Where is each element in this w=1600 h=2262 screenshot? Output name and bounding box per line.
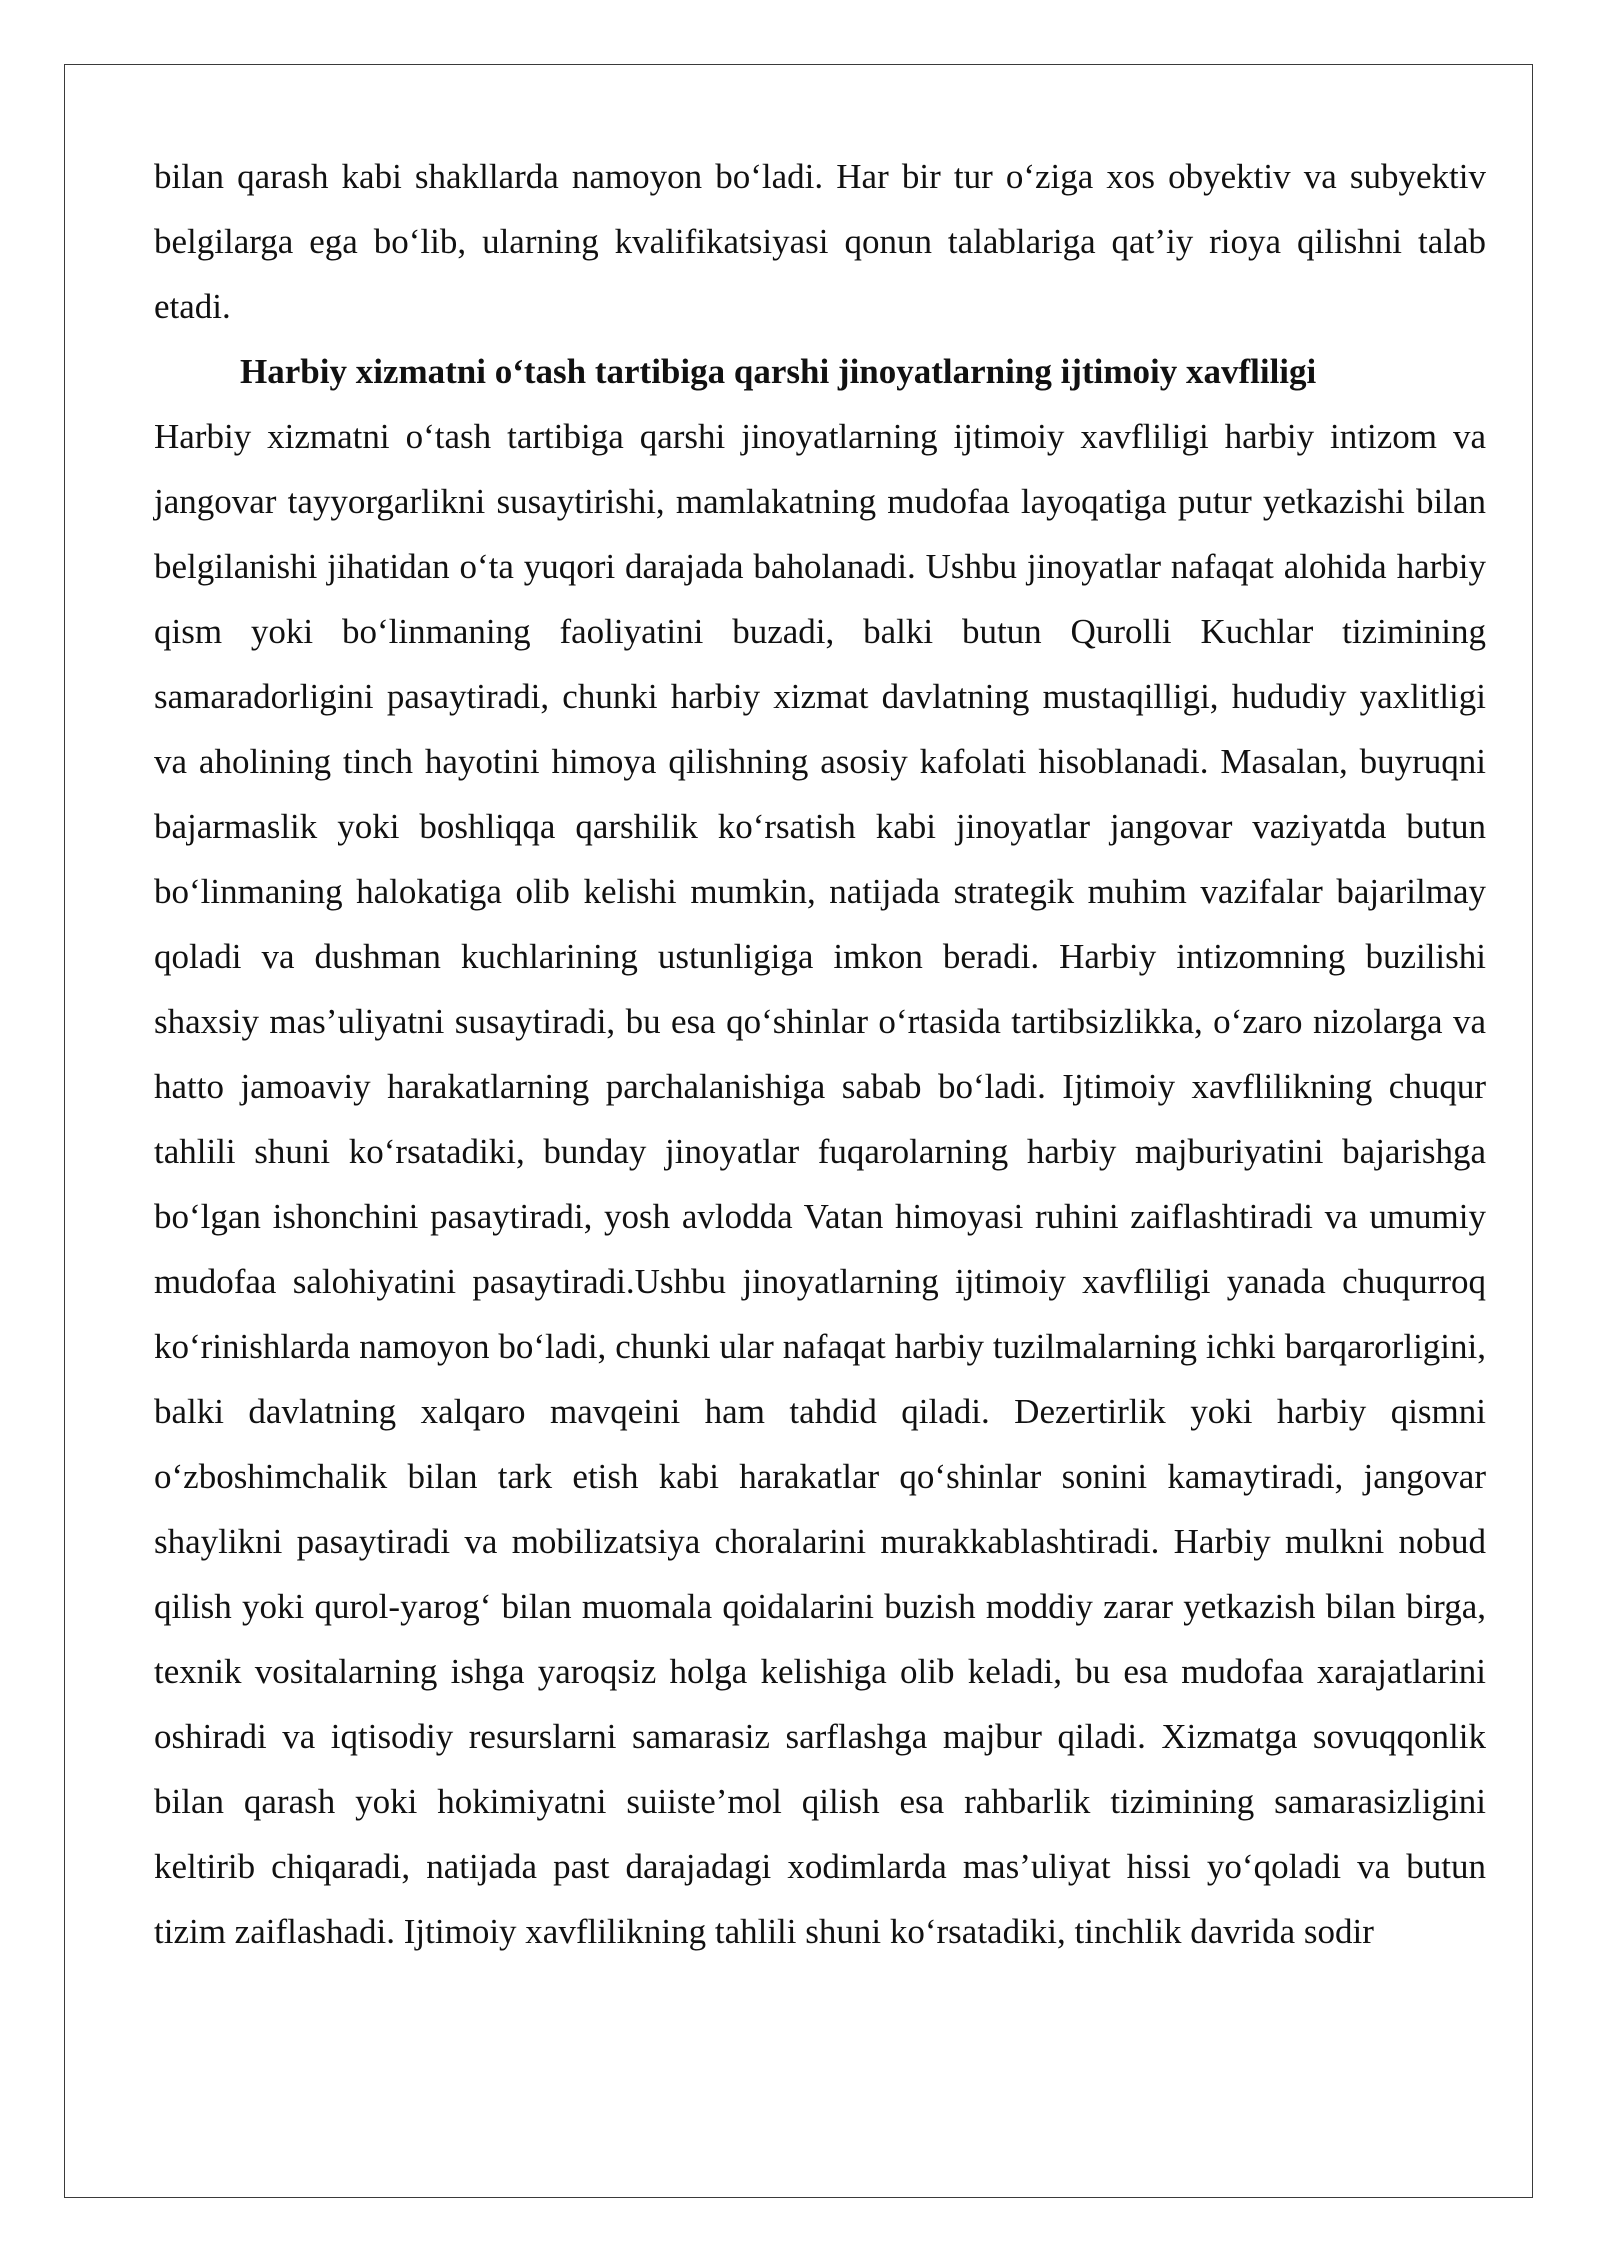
main-paragraph: Harbiy xizmatni o‘tash tartibiga qarshi jinoyatlarning ijtimoiy xavfliligi harbiy intizom va jangovar tayyorgarlikni susaytirishi, mamlakatning mudofaa layoqatiga putur yetkazishi bilan belgilanishi jihatidan o‘ta yuqori darajada baholanadi. Ushbu jinoyatlar nafaqat alohida harbiy qism yoki bo‘linmaning faoliyatini buzadi, balki butun Qurolli Kuchlar tizimining samaradorligini pasaytiradi, chunki harbiy xizmat davlatning mustaqilligi, hududiy yaxlitligi va aholining tinch hayotini himoya qilishning asosiy kafolati hisoblanadi. Masalan, buyruqni bajarmaslik yoki boshliqqa qarshilik ko‘rsatish kabi jinoyatlar jangovar vaziyatda butun bo‘linmaning halokatiga olib kelishi mumkin, natijada strategik muhim vazifalar bajarilmay qoladi va dushman kuchlarining ustunligiga imkon beradi. Harbiy intizomning buzilishi shaxsiy mas’uliyatni susaytiradi, bu esa qo‘shinlar o‘rtasida tartibsizlikka, o‘zaro nizolarga va hatto jamoaviy harakatlarning parchalanishiga sabab bo‘ladi. Ijtimoiy xavflilikning chuqur tahlili shuni ko‘rsatadiki, bunday jinoyatlar fuqarolarning harbiy majburiyatini bajarishga bo‘lgan ishonchini pasaytiradi, yosh avlodda Vatan himoyasi ruhini zaiflashtiradi va umumiy mudofaa salohiyatini pasaytiradi.Ushbu jinoyatlarning ijtimoiy xavfliligi yanada chuqurroq ko‘rinishlarda namoyon bo‘ladi, chunki ular nafaqat harbiy tuzilmalarning ichki barqarorligini, balki davlatning xalqaro mavqeini ham tahdid qiladi. Dezertirlik yoki harbiy qismni o‘zboshimchalik bilan tark etish kabi harakatlar qo‘shinlar sonini kamaytiradi, jangovar shaylikni pasaytiradi va mobilizatsiya choralarini murakkablashtiradi. Harbiy mulkni nobud qilish yoki qurol-yarog‘ bilan muomala qoidalarini buzish moddiy zarar yetkazish bilan birga, texnik vositalarning ishga yaroqsiz holga kelishiga olib keladi, bu esa mudofaa xarajatlarini oshiradi va iqtisodiy resurslarni samarasiz sarflashga majbur qiladi. Xizmatga sovuqqonlik bilan qarash yoki hokimiyatni suiiste’mol qilish esa rahbarlik tizimining samarasizligini keltirib chiqaradi, natijada past darajadagi xodimlarda mas’uliyat hissi yo‘qoladi va butun tizim zaiflashadi. Ijtimoiy xavflilikning tahlili shuni ko‘rsatadiki, tinchlik davrida sodir: [154, 417, 1486, 1951]
section-heading: Harbiy xizmatni o‘tash tartibiga qarshi jinoyatlarning ijtimoiy xavfliligi: [240, 352, 1317, 391]
document-body: [154, 144, 1486, 1964]
intro-paragraph: bilan qarash kabi shakllarda namoyon bo‘ladi. Har bir tur o‘ziga xos obyektiv va subyektiv belgilarga ega bo‘lib, ularning kvalifikatsiyasi qonun talablariga qat’iy rioya qilishni talab etadi.: [154, 157, 1486, 326]
